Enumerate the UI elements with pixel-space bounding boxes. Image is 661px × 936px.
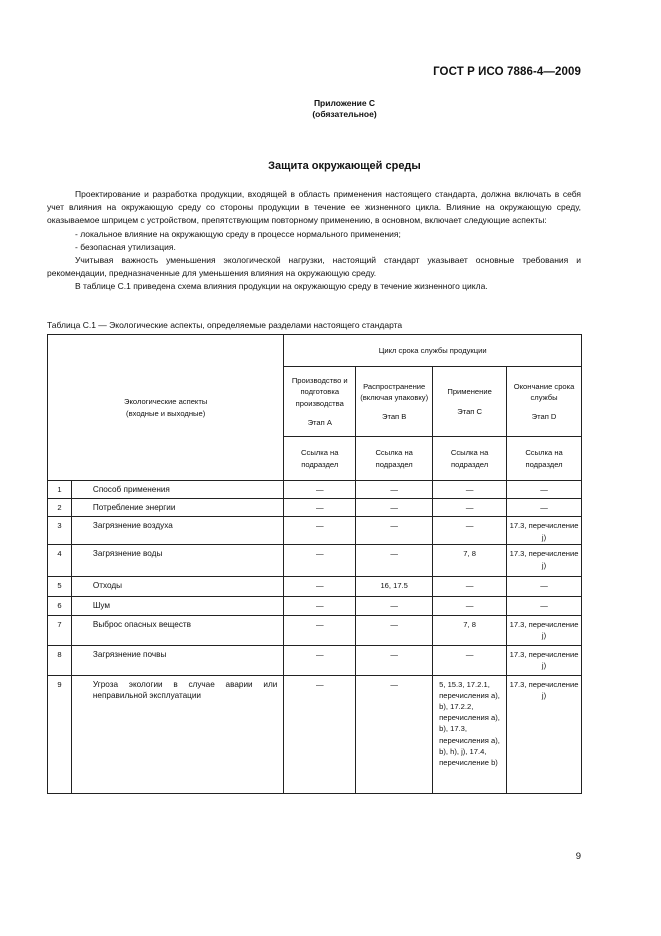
stage-label: Этап С: [457, 406, 482, 416]
cell-stage-c: —: [433, 645, 507, 675]
table-row: [48, 597, 582, 615]
aspects-header-text: Экологические аспекты (входные и выходные): [124, 397, 208, 418]
cell-stage-d: —: [507, 577, 582, 597]
cell-stage-a: —: [284, 675, 356, 793]
cell-stage-d: 17.3, перечисление j): [507, 645, 582, 675]
cell-stage-b: —: [356, 499, 433, 517]
cell-stage-b: —: [356, 597, 433, 615]
cell-stage-a: —: [284, 481, 356, 499]
cell-stage-a: —: [284, 499, 356, 517]
row-number: 3: [48, 517, 72, 545]
table-row: [48, 517, 582, 545]
row-aspect: Способ применения: [71, 481, 283, 499]
stage-name: Окончание срока службы: [513, 381, 575, 402]
cell-stage-d: —: [507, 499, 582, 517]
row-aspect: Угроза экологии в случае аварии или неправильной эксплуатации: [71, 675, 283, 793]
row-aspect: Загрязнение воздуха: [71, 517, 283, 545]
table-row: [48, 675, 582, 793]
cell-stage-d: —: [507, 481, 582, 499]
table-row: [48, 545, 582, 577]
row-number: 7: [48, 615, 72, 645]
cell-stage-c: 7, 8: [433, 615, 507, 645]
row-number: 2: [48, 499, 72, 517]
cell-stage-b: 16, 17.5: [356, 577, 433, 597]
cell-stage-a: —: [284, 615, 356, 645]
table-row: [48, 499, 582, 517]
annex-heading: [0, 98, 661, 120]
row-number: 9: [48, 675, 72, 793]
table-row: [48, 645, 582, 675]
cell-stage-c: —: [433, 577, 507, 597]
cell-stage-b: —: [356, 615, 433, 645]
row-aspect: Шум: [71, 597, 283, 615]
row-number: 8: [48, 645, 72, 675]
list-item: - безопасная утилизация.: [75, 241, 176, 252]
row-aspect: Загрязнение воды: [71, 545, 283, 577]
aspects-header: [48, 335, 284, 481]
stage-label: Этап В: [381, 412, 407, 422]
cell-stage-c: —: [433, 499, 507, 517]
row-number: 4: [48, 545, 72, 577]
cell-stage-d: 17.3, перечисление j): [507, 675, 582, 793]
table-row: [48, 615, 582, 645]
cell-stage-b: —: [356, 517, 433, 545]
stage-c-ref: Ссылка на подраздел: [433, 437, 507, 481]
row-number: 5: [48, 577, 72, 597]
table-row: [48, 577, 582, 597]
stage-label: Этап А: [307, 417, 332, 427]
stage-name: Распространение (включая упаковку): [360, 381, 429, 402]
cell-stage-b: —: [356, 645, 433, 675]
stage-d-header: [507, 367, 582, 437]
annex-label: Приложение С: [313, 98, 376, 108]
cell-stage-a: —: [284, 597, 356, 615]
cell-stage-d: 17.3, перечисление j): [507, 517, 582, 545]
stage-d-ref: Ссылка на подраздел: [507, 437, 582, 481]
cell-stage-c: 7, 8: [433, 545, 507, 577]
stage-name: Применение: [447, 387, 492, 397]
page-number: 9: [575, 851, 581, 862]
standard-number: ГОСТ Р ИСО 7886-4—2009: [433, 66, 581, 78]
paragraph: В таблице С.1 приведена схема влияния продукции на окружающую среду в течение жизненного цикла.: [75, 281, 488, 292]
stage-name: Производство и подготовка производства: [291, 376, 348, 408]
section-title: Защита окружающей среды: [268, 160, 421, 172]
table-row: [48, 481, 582, 499]
stage-b-header: [356, 367, 433, 437]
cell-stage-c: —: [433, 597, 507, 615]
cell-stage-c: 5, 15.3, 17.2.1, перечисления а), b), 17.2.2, перечисления а), b), 17.3, перечисления а), b), h), j), 17.4, перечисление b): [433, 675, 507, 793]
cell-stage-d: —: [507, 597, 582, 615]
cycle-header: Цикл срока службы продукции: [284, 335, 582, 367]
stage-a-header: [284, 367, 356, 437]
cell-stage-d: 17.3, перечисление j): [507, 545, 582, 577]
cell-stage-c: —: [433, 517, 507, 545]
cell-stage-d: 17.3, перечисление j): [507, 615, 582, 645]
cell-stage-a: —: [284, 645, 356, 675]
cell-stage-a: —: [284, 517, 356, 545]
cell-stage-b: —: [356, 545, 433, 577]
row-aspect: Загрязнение почвы: [71, 645, 283, 675]
list-item: - локальное влияние на окружающую среду в процессе нормального применения;: [75, 228, 401, 239]
paragraph: Проектирование и разработка продукции, входящей в область применения настоящего стандарта, должна включать в себя учет влияния на окружающую среду со стороны продукции в течение ее жизненного цикла. Влияние на окружающую среду, оказываемое шприцем с устройством, препятствующим повторному применению, в основном, включает следующие аспекты:: [47, 189, 581, 226]
cell-stage-a: —: [284, 577, 356, 597]
stage-label: Этап D: [531, 412, 557, 422]
stage-a-ref: Ссылка на подраздел: [284, 437, 356, 481]
row-aspect: Отходы: [71, 577, 283, 597]
stage-b-ref: Ссылка на подраздел: [356, 437, 433, 481]
row-aspect: Выброс опасных веществ: [71, 615, 283, 645]
cell-stage-c: —: [433, 481, 507, 499]
environmental-aspects-table: [47, 334, 582, 794]
cell-stage-b: —: [356, 481, 433, 499]
paragraph: Учитывая важность уменьшения экологической нагрузки, настоящий стандарт указывает основные требования и рекомендации, предназначенные для уменьшения влияния на окружающую среду.: [47, 255, 581, 279]
stage-c-header: [433, 367, 507, 437]
row-aspect: Потребление энергии: [71, 499, 283, 517]
table-caption: Таблица С.1 — Экологические аспекты, определяемые разделами настоящего стандарта: [47, 320, 403, 330]
annex-status: (обязательное): [312, 109, 377, 119]
cell-stage-b: —: [356, 675, 433, 793]
cell-stage-a: —: [284, 545, 356, 577]
row-number: 1: [48, 481, 72, 499]
row-number: 6: [48, 597, 72, 615]
body-text: [47, 188, 581, 294]
